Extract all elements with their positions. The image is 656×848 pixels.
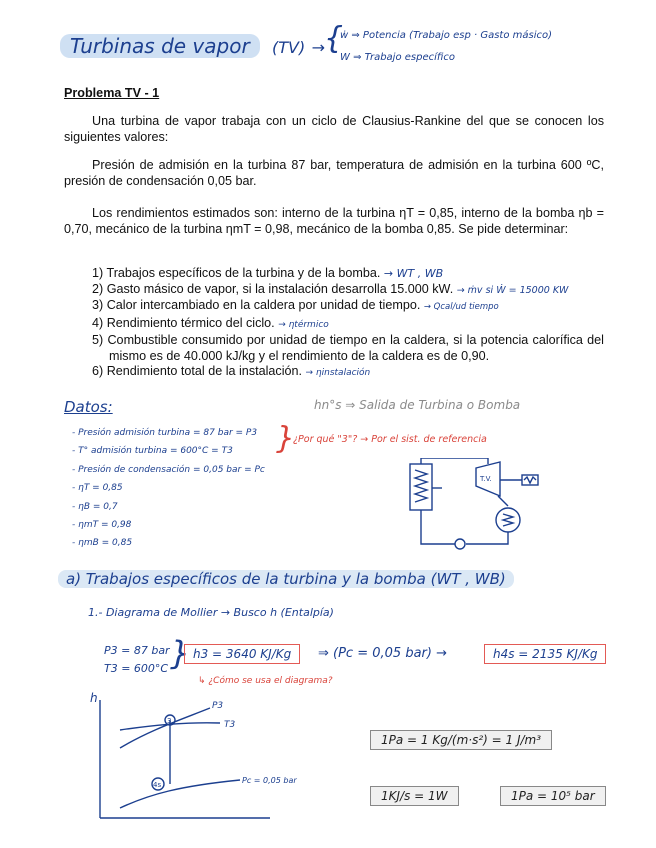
brace-icon: }: [170, 634, 191, 672]
reference-question: ¿Por qué "3"? → Por el sist. de referencia: [293, 434, 487, 445]
isobar-pc: [120, 780, 240, 808]
label-pc: Pc = 0,05 bar: [242, 776, 297, 785]
topic-code: (TV): [272, 38, 306, 57]
datos-line: - Presión de condensación = 0,05 bar = Pc: [72, 464, 265, 475]
mollier-step: 1.- Diagrama de Mollier → Busco h (Entalpía): [88, 606, 334, 619]
axis-h-label: h: [90, 691, 98, 705]
def-power: ẇ ⇒ Potencia (Trabajo esp · Gasto másico): [340, 30, 553, 41]
section-a-title: a) Trabajos específicos de la turbina y la bomba (WT , WB): [58, 570, 514, 588]
unit-bar: 1Pa = 10⁵ bar: [500, 786, 606, 806]
boiler-shape: [410, 464, 432, 510]
topic-title: Turbinas de vapor: [60, 34, 260, 58]
datos-line: - ηB = 0,7: [72, 501, 118, 512]
pump-icon: [455, 539, 465, 549]
datos-heading: Datos:: [64, 398, 113, 416]
p3-value: P3 = 87 bar: [104, 644, 170, 657]
point-3-label: 3: [167, 717, 172, 725]
datos-line: - ηmB = 0,85: [72, 538, 133, 549]
side-note: hn°s ⇒ Salida de Turbina o Bomba: [314, 398, 521, 412]
def-work: W ⇒ Trabajo específico: [340, 52, 455, 63]
datos-line: - ηT = 0,85: [72, 483, 123, 494]
list-item: 4) Rendimiento térmico del ciclo. → ηtérmico: [92, 315, 329, 330]
unit-pascal: 1Pa = 1 Kg/(m·s²) = 1 J/m³: [370, 730, 552, 750]
h4s-result: h4s = 2135 KJ/Kg: [484, 644, 606, 664]
datos-line: - T° admisión turbina = 600°C = T3: [72, 446, 233, 457]
inlet-conditions: [104, 642, 170, 678]
list-item: 2) Gasto másico de vapor, si la instalación desarrolla 15.000 kW. → ṁv si Ẇ = 15000 KW: [92, 281, 569, 296]
boiler-coil-icon: [415, 470, 427, 502]
label-p3: P3: [212, 701, 224, 711]
point-4s-label: 4s: [153, 781, 162, 789]
diagram-question: ↳ ¿Cómo se usa el diagrama?: [198, 676, 333, 686]
turbine-label: T.V.: [480, 475, 492, 483]
problem-conditions: Presión de admisión en la turbina 87 bar, temperatura de admisión en la turbina 600 ºC, presión de condensación 0,05 bar.: [64, 158, 604, 188]
datos-list: [72, 424, 265, 553]
condenser-shape: [496, 508, 520, 532]
problem-intro: Una turbina de vapor trabaja con un ciclo de Clausius-Rankine del que se conocen los siguientes valores:: [64, 114, 604, 144]
problem-heading: Problema TV - 1: [64, 86, 160, 100]
t3-value: T3 = 600°C: [104, 662, 169, 675]
arrow-icon: →: [311, 38, 325, 57]
rankine-schematic: [400, 458, 560, 558]
datos-line: - ηmT = 0,98: [72, 520, 132, 531]
datos-line: - Presión admisión turbina = 87 bar = P3: [72, 428, 258, 438]
list-item: 3) Calor intercambiado en la caldera por unidad de tiempo. → Qcal/ud tiempo: [92, 298, 499, 312]
h3-result: h3 = 3640 KJ/Kg: [184, 644, 300, 664]
brace-icon: {: [324, 21, 344, 56]
brace-red-icon: }: [276, 421, 296, 456]
label-t3: T3: [224, 720, 236, 730]
problem-efficiencies: Los rendimientos estimados son: interno de la turbina ηT = 0,85, interno de la bomba ηb = 0,70, mecánico de la turbina ηmT = 0,98, mecánico de la bomba 0,85. Se pide determinar:: [64, 206, 604, 236]
list-item: 6) Rendimiento total de la instalación. → ηinstalación: [92, 364, 371, 378]
mollier-sketch: [90, 690, 300, 830]
unit-kjs: 1KJ/s = 1W: [370, 786, 459, 806]
question-list: [92, 266, 604, 382]
list-item: 5) Combustible consumido por unidad de tiempo en la caldera, si la potencia calorífica del mismo es de 40.000 kJ/kg y el rendimiento de la caldera es de 0,90.: [92, 333, 604, 363]
page-header: [60, 34, 325, 58]
list-item: 1) Trabajos específicos de la turbina y de la bomba. → WT , WB: [92, 266, 444, 280]
condensation-arrow: ⇒ (Pc = 0,05 bar) →: [318, 646, 447, 661]
